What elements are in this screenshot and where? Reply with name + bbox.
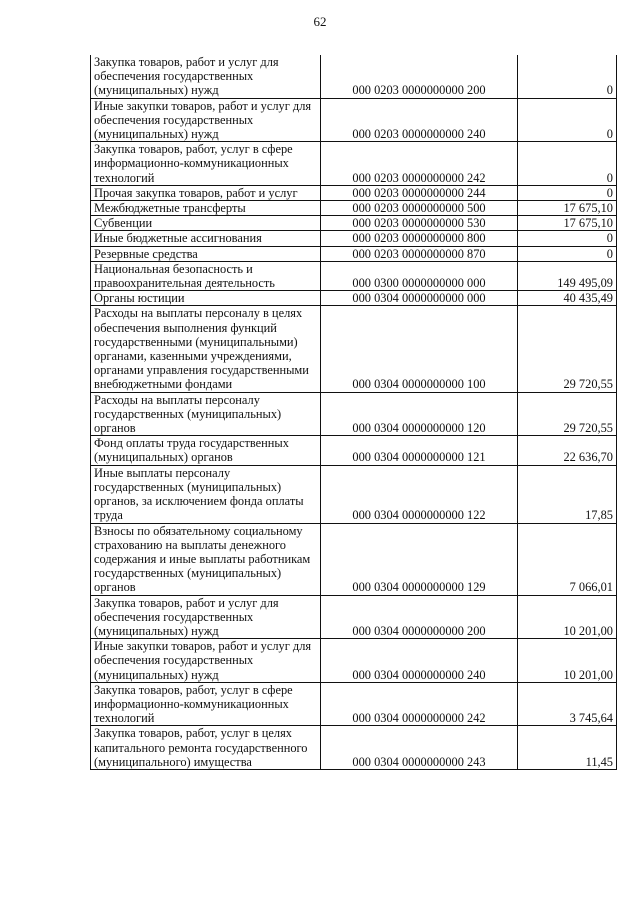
row-sum-cell: 10 201,00	[518, 639, 617, 683]
row-name-cell: Субвенции	[91, 216, 321, 231]
table-row	[91, 639, 617, 683]
row-code-cell: 000 0304 0000000000 000	[321, 291, 518, 306]
budget-table	[90, 55, 617, 770]
row-name-cell: Закупка товаров, работ и услуг для обеспечения государственных (муниципальных) нужд	[91, 595, 321, 639]
row-code-cell: 000 0203 0000000000 800	[321, 231, 518, 246]
row-code-cell: 000 0304 0000000000 243	[321, 726, 518, 770]
row-name-cell: Расходы на выплаты персоналу государственных (муниципальных) органов	[91, 392, 321, 436]
row-name-cell: Иные закупки товаров, работ и услуг для обеспечения государственных (муниципальных) нужд	[91, 98, 321, 142]
row-code-cell: 000 0203 0000000000 200	[321, 55, 518, 98]
table-row	[91, 142, 617, 186]
row-sum-cell: 7 066,01	[518, 523, 617, 595]
table-row	[91, 246, 617, 261]
row-sum-cell: 22 636,70	[518, 436, 617, 465]
row-code-cell: 000 0304 0000000000 129	[321, 523, 518, 595]
row-code-cell: 000 0203 0000000000 244	[321, 185, 518, 200]
table-row	[91, 201, 617, 216]
row-code-cell: 000 0203 0000000000 530	[321, 216, 518, 231]
table-row	[91, 682, 617, 726]
table-row	[91, 216, 617, 231]
table-row	[91, 523, 617, 595]
row-name-cell: Органы юстиции	[91, 291, 321, 306]
row-sum-cell: 0	[518, 185, 617, 200]
row-code-cell: 000 0304 0000000000 120	[321, 392, 518, 436]
row-sum-cell: 17 675,10	[518, 216, 617, 231]
row-name-cell: Закупка товаров, работ и услуг для обеспечения государственных (муниципальных) нужд	[91, 55, 321, 98]
row-sum-cell: 17 675,10	[518, 201, 617, 216]
row-code-cell: 000 0304 0000000000 100	[321, 306, 518, 392]
row-code-cell: 000 0300 0000000000 000	[321, 261, 518, 290]
row-name-cell: Национальная безопасность и правоохранительная деятельность	[91, 261, 321, 290]
row-code-cell: 000 0304 0000000000 122	[321, 465, 518, 523]
table-row	[91, 726, 617, 770]
page-number: 62	[313, 14, 327, 29]
row-name-cell: Межбюджетные трансферты	[91, 201, 321, 216]
row-name-cell: Закупка товаров, работ, услуг в целях капитального ремонта государственного (муниципального) имущества	[91, 726, 321, 770]
row-code-cell: 000 0304 0000000000 200	[321, 595, 518, 639]
table-row	[91, 261, 617, 290]
table-row	[91, 185, 617, 200]
row-name-cell: Иные выплаты персоналу государственных (муниципальных) органов, за исключением фонда оплаты труда	[91, 465, 321, 523]
row-code-cell: 000 0203 0000000000 500	[321, 201, 518, 216]
row-sum-cell: 0	[518, 246, 617, 261]
row-name-cell: Резервные средства	[91, 246, 321, 261]
row-name-cell: Закупка товаров, работ, услуг в сфере информационно-коммуникационных технологий	[91, 142, 321, 186]
row-code-cell: 000 0203 0000000000 242	[321, 142, 518, 186]
row-sum-cell: 17,85	[518, 465, 617, 523]
row-name-cell: Иные бюджетные ассигнования	[91, 231, 321, 246]
row-sum-cell: 0	[518, 142, 617, 186]
row-sum-cell: 29 720,55	[518, 306, 617, 392]
row-name-cell: Иные закупки товаров, работ и услуг для обеспечения государственных (муниципальных) нужд	[91, 639, 321, 683]
row-sum-cell: 3 745,64	[518, 682, 617, 726]
table-row	[91, 306, 617, 392]
row-code-cell: 000 0304 0000000000 240	[321, 639, 518, 683]
row-name-cell: Взносы по обязательному социальному страхованию на выплаты денежного содержания и иные выплаты работникам государственных (муниципальных) органов	[91, 523, 321, 595]
row-code-cell: 000 0304 0000000000 121	[321, 436, 518, 465]
row-sum-cell: 11,45	[518, 726, 617, 770]
table-row	[91, 436, 617, 465]
budget-table-body	[91, 55, 617, 769]
table-row	[91, 98, 617, 142]
row-code-cell: 000 0203 0000000000 870	[321, 246, 518, 261]
row-sum-cell: 29 720,55	[518, 392, 617, 436]
row-sum-cell: 0	[518, 98, 617, 142]
row-sum-cell: 0	[518, 55, 617, 98]
table-row	[91, 465, 617, 523]
row-name-cell: Закупка товаров, работ, услуг в сфере информационно-коммуникационных технологий	[91, 682, 321, 726]
table-row	[91, 392, 617, 436]
row-name-cell: Прочая закупка товаров, работ и услуг	[91, 185, 321, 200]
row-name-cell: Фонд оплаты труда государственных (муниципальных) органов	[91, 436, 321, 465]
table-row	[91, 291, 617, 306]
row-name-cell: Расходы на выплаты персоналу в целях обеспечения выполнения функций государственными (муниципальными) органами, казенными учреждениями, органами управления государственными внебюджетными фондами	[91, 306, 321, 392]
row-sum-cell: 149 495,09	[518, 261, 617, 290]
table-row	[91, 55, 617, 98]
row-sum-cell: 40 435,49	[518, 291, 617, 306]
row-sum-cell: 10 201,00	[518, 595, 617, 639]
table-row	[91, 595, 617, 639]
table-row	[91, 231, 617, 246]
row-code-cell: 000 0304 0000000000 242	[321, 682, 518, 726]
row-sum-cell: 0	[518, 231, 617, 246]
row-code-cell: 000 0203 0000000000 240	[321, 98, 518, 142]
